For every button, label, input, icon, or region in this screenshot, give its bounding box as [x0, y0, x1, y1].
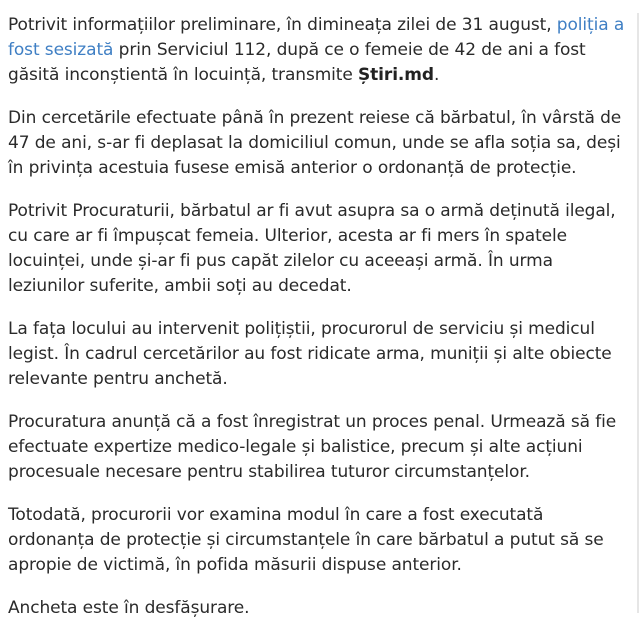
paragraph-1-intro: Potrivit informațiilor preliminare, în dimineața zilei de 31 august, [8, 15, 557, 35]
source-name: Știri.md [358, 65, 434, 85]
paragraph-6: Totodată, procurorii vor examina modul în care a fost executată ordonanța de protecție și circumstanțele în care bărbatul a putut să se apropie de victimă, în pofida măsurii dispuse anterior. [8, 505, 604, 575]
paragraph-4: La fața locului au intervenit polițiștii, procurorul de serviciu și medicul legist. În cadrul cercetărilor au fost ridicate arma, muniții și alte obiecte relevante pentru anchetă. [8, 319, 612, 389]
paragraph-7: Ancheta este în desfășurare. [8, 598, 250, 618]
paragraph-1-end: . [433, 65, 440, 85]
police-notified-link[interactable]: poliția a fost sesizată [8, 15, 625, 60]
paragraph-1-middle: prin Serviciul 112, după ce o femeie de 42 de ani a fost găsită inconștientă în locuință, transmite [8, 40, 586, 85]
paragraph-3: Potrivit Procuraturii, bărbatul ar fi avut asupra sa o armă deținută ilegal, cu care ar fi împușcat femeia. Ulterior, acesta ar fi mers în spatele locuinței, unde și-ar fi pus capăt zilelor cu aceeași armă. În urma leziunilor suferite, ambii soți au decedat. [8, 201, 616, 296]
article-body [0, 13, 639, 618]
paragraph-5: Procuratura anunță că a fost înregistrat un proces penal. Urmează să fie efectuate expertize medico-legale și balistice, precum și alte acțiuni procesuale necesare pentru stabilirea tuturor circumstanțelor. [8, 412, 617, 482]
paragraph-1 [8, 13, 627, 88]
paragraph-2: Din cercetările efectuate până în prezent reiese că bărbatul, în vârstă de 47 de ani, s-ar fi deplasat la domiciliul comun, unde se afla soția sa, deși în privința acestuia fusese emisă anterior o ordonanță de protecție. [8, 108, 622, 178]
